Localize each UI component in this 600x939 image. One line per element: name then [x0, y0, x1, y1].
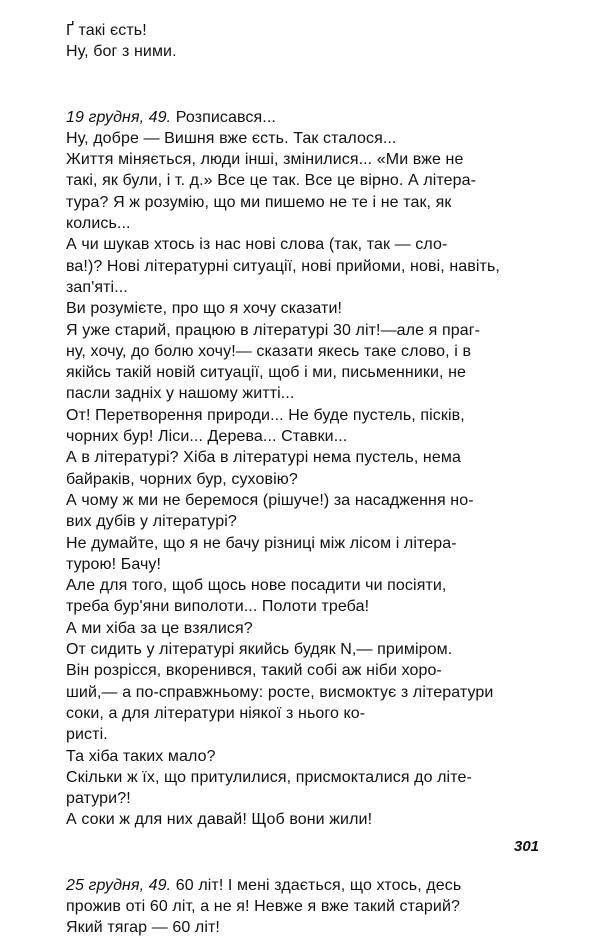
text-line: пасли задніх у нашому житті...: [66, 385, 295, 403]
text-line: А чому ж ми не беремося (рішуче!) за насадження но-: [66, 491, 474, 509]
text-line: От! Перетворення природи... Не буде пустель, пісків,: [66, 406, 465, 424]
text-line: колись...: [66, 215, 131, 233]
entry-heading-line: [66, 107, 542, 128]
text-line: ва!)? Нові літературні ситуації, нові прийоми, нові, навіть,: [66, 257, 500, 275]
text-line: ратури?!: [66, 790, 131, 808]
text-line: треба бур'яни виполоти... Полоти треба!: [66, 598, 370, 616]
entry-heading-text: 60 літ! І мені здається, що хтось, десь: [171, 876, 462, 894]
text-line: А ми хіба за це взялися?: [66, 619, 253, 637]
text-line: ший,— а по-справжньому: росте, висмоктує з літератури: [66, 683, 494, 701]
text-line: Та хіба таких мало?: [66, 747, 216, 765]
text-line: Скільки ж їх, що притулилися, присмокталися до літе-: [66, 768, 472, 786]
entry-heading-line: [66, 875, 542, 896]
text-line: Не думайте, що я не бачу різниці між лісом і літера-: [66, 534, 457, 552]
text-line: Ну, добре — Вишня вже єсть. Так сталося...: [66, 129, 397, 147]
text-line: От сидить у літературі якийсь будяк N,— приміром.: [66, 641, 453, 659]
text-line: ну, хочу, до болю хочу!— сказати якесь таке слово, і в: [66, 342, 472, 360]
text-line: байраків, чорних бур, суховію?: [66, 470, 298, 488]
text-line: А соки ж для них давай! Щоб вони жили!: [66, 811, 373, 829]
text-line: Ґ такі єсть!: [66, 22, 147, 39]
section-gap: [66, 85, 542, 107]
entry-heading-text: Розписався...: [171, 108, 276, 126]
entry-date: 25 грудня, 49.: [66, 876, 172, 894]
text-line: вих дубів у літературі?: [66, 513, 237, 531]
text-line: Життя міняється, люди інші, змінилися... «Ми вже не: [66, 151, 464, 169]
text-line: Він розрісся, вкоренився, такий собі аж ніби хоро-: [66, 662, 442, 680]
diary-entry-19-december: [66, 107, 542, 831]
text-line: якійсь такій новій ситуації, щоб і ми, письменники, не: [66, 364, 467, 382]
text-line: такі, як були, і т. д.» Все це так. Все це вірно. А літера-: [66, 172, 477, 190]
text-line: прожив оті 60 літ, а не я! Невже я вже такий старий?: [66, 897, 460, 915]
section-gap: [66, 853, 542, 875]
text-line: Я уже старий, працюю в літературі 30 літ!—але я праг-: [66, 321, 481, 339]
text-line: Ви розумієте, про що я хочу сказати!: [66, 300, 343, 318]
page-number: 301: [514, 838, 540, 855]
text-line: Який тягар — 60 літ!: [66, 919, 220, 937]
text-block-opening: [66, 20, 542, 63]
entry-date: 19 грудня, 49.: [66, 108, 172, 126]
text-line: соки, а для літератури ніякої з нього ко-: [66, 704, 366, 722]
section-gap: [66, 831, 542, 853]
text-line: Ну, бог з ними.: [66, 43, 177, 61]
text-line: Але для того, щоб щось нове посадити чи посіяти,: [66, 577, 447, 595]
text-line: А в літературі? Хіба в літературі нема пустель, нема: [66, 449, 461, 467]
text-line: А чи шукав хтось із нас нові слова (так, так — сло-: [66, 236, 448, 254]
text-line: зап'яті...: [66, 278, 128, 296]
text-line: чорних бур! Ліси... Дерева... Ставки...: [66, 428, 348, 446]
text-line: турою! Бачу!: [66, 555, 162, 573]
diary-entry-25-december: [66, 875, 542, 939]
text-line: ристі.: [66, 726, 108, 744]
section-gap: [66, 63, 542, 85]
text-line: тура? Я ж розумію, що ми пишемо не те і не так, як: [66, 193, 452, 211]
